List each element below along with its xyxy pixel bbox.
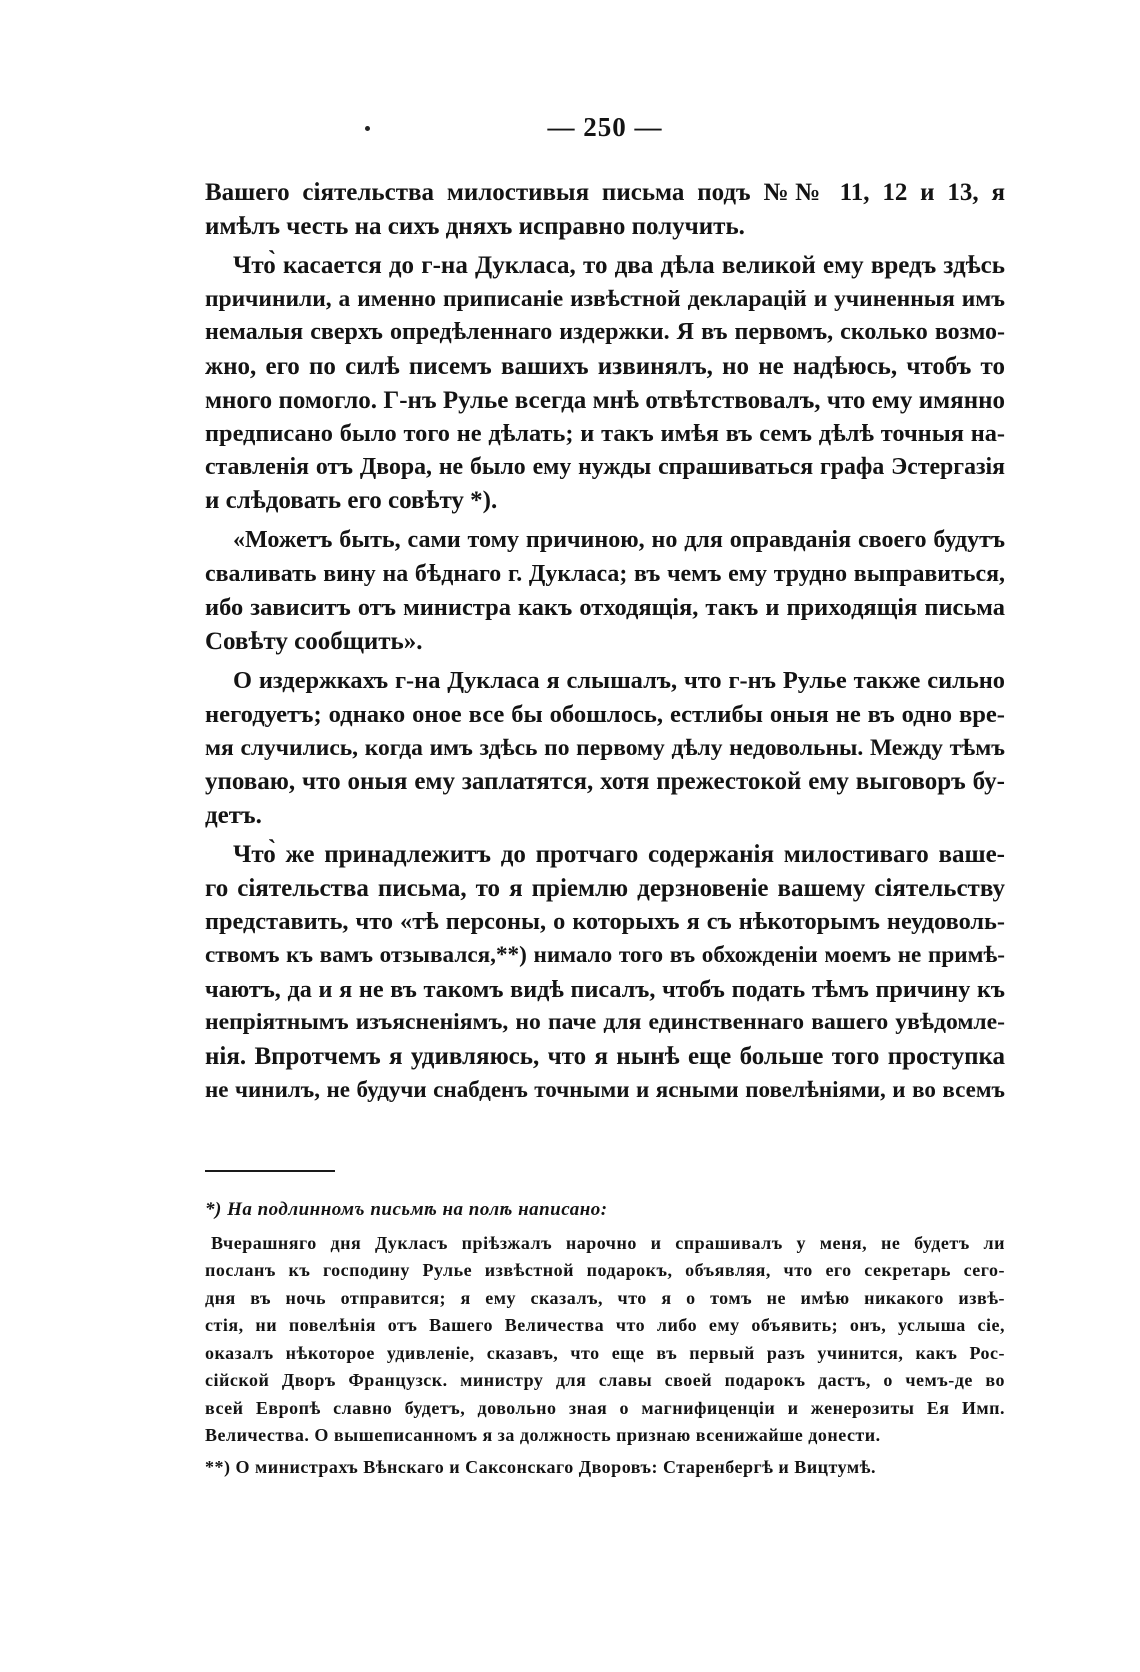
- text-line: Вашего сіятельства милостивыя письма подъ №№ 11, 12 и 13, я: [205, 179, 1005, 206]
- paragraph-2: [205, 249, 1005, 518]
- text-line: О издержкахъ г-на Дукласа я слышалъ, что г-нъ Рулье также сильно: [233, 667, 1005, 695]
- text-line: детъ.: [205, 801, 262, 829]
- text-line: мя случились, когда имъ здѣсь по первому дѣлу недовольны. Между тѣмъ: [205, 734, 1005, 761]
- footnote-line: сійской Дворъ Французск. министру для славы своей подарокъ дастъ, о чемъ-де во: [205, 1370, 1005, 1390]
- text-line: уповаю, что оныя ему заплатятся, хотя прежестокой ему выговоръ бу-: [205, 768, 1005, 796]
- text-line: предписано было того не дѣлать; и такъ имѣя въ семъ дѣлѣ точныя на-: [205, 420, 1005, 448]
- text-line: причинили, а именно приписаніе извѣстной декларацій и учиненныя имъ: [205, 285, 1005, 312]
- main-text-body: [205, 176, 1005, 1107]
- footnote-line: Величества. О вышеписанномъ я за должность признаю всенижайше донести.: [205, 1425, 881, 1445]
- paragraph-3: [205, 524, 1005, 658]
- text-line: сваливать вину на бѣднаго г. Дукласа; въ чемъ ему трудно выправиться,: [205, 560, 1005, 587]
- text-line: ибо зависитъ отъ министра какъ отходящія, такъ и приходящія письма: [205, 594, 1005, 622]
- footnote-line: посланъ къ господину Рулье извѣстной подарокъ, объявляя, что его секретарь сего-: [205, 1260, 1005, 1280]
- text-line: жно, его по силѣ писемъ вашихъ извинялъ, но не надѣюсь, чтобъ то: [205, 352, 1005, 380]
- footnote-1-heading: *) На подлинномъ письмѣ на полѣ написано:: [205, 1199, 608, 1220]
- text-line: ствомъ къ вамъ отзывался,**) нимало того въ обхожденіи моемъ не примѣ-: [205, 942, 1005, 969]
- text-line: Что̀ же принадлежитъ до протчаго содержанія милостиваго ваше-: [233, 841, 1005, 869]
- footnote-1-body: [205, 1230, 1005, 1450]
- text-line: представить, что «тѣ персоны, о которыхъ я съ нѣкоторымъ неудоволь-: [205, 908, 1005, 936]
- paragraph-5: [205, 838, 1005, 1107]
- text-line: нія. Впротчемъ я удивляюсь, что я нынѣ еще больше того проступка: [205, 1042, 1005, 1070]
- text-line: не чинилъ, не будучи снабденъ точными и ясными повелѣніями, и во всемъ: [205, 1076, 1005, 1103]
- footnotes: [205, 1196, 1005, 1481]
- footnote-line: Вчерашняго дня Дукласъ пріѣзжалъ нарочно и спрашивалъ у меня, не будетъ ли: [211, 1232, 1005, 1253]
- text-line: немалыя сверхъ опредѣленнаго издержки. Я въ первомъ, сколько возмо-: [205, 319, 1005, 346]
- text-line: «Можетъ быть, сами тому причиною, но для оправданія своего будутъ: [233, 526, 1005, 553]
- text-line: много помогло. Г-нъ Рулье всегда мнѣ отвѣтствовалъ, что ему имянно: [205, 386, 1005, 414]
- page-number: — 250 —: [547, 112, 663, 142]
- paragraph-4: [205, 664, 1005, 832]
- footnote-line: стія, ни повелѣнія отъ Вашего Величества что либо ему объявить; онъ, услыша сіе,: [205, 1315, 1005, 1335]
- paragraph-1: [205, 176, 1005, 243]
- text-line: го сіятельства письма, то я пріемлю дерзновеніе вашему сіятельству: [205, 874, 1005, 902]
- footnote-line: оказалъ нѣкоторое удивленіе, сказавъ, что еще въ первый разъ учинится, какъ Рос-: [205, 1342, 1005, 1363]
- footnote-line: всей Европѣ славно будетъ, довольно зная о магнифиценціи и женерозиты Ея Имп.: [205, 1397, 1005, 1418]
- text-line: чаютъ, да и я не въ такомъ видѣ писалъ, чтобъ подать тѣмъ причину къ: [205, 975, 1005, 1003]
- text-line: негодуетъ; однако оное все бы обошлось, естлибы оныя не въ одно вре-: [205, 700, 1005, 728]
- text-line: имѣлъ честь на сихъ дняхъ исправно получить.: [205, 212, 745, 240]
- text-line: Совѣту сообщить».: [205, 627, 423, 655]
- footnote-2: **) О министрахъ Вѣнскаго и Саксонскаго Дворовъ: Старенбергѣ и Вицтумѣ.: [205, 1456, 876, 1477]
- text-line: ставленія отъ Двора, не было ему нужды спрашиваться графа Эстергазія: [205, 453, 1005, 480]
- footnote-divider: [205, 1170, 335, 1172]
- text-line: непріятнымъ изъясненіямъ, но паче для единственнаго вашего увѣдомле-: [205, 1009, 1005, 1036]
- footnote-line: дня въ ночь отправится; я ему сказалъ, что я о томъ не имѣю никакого извѣ-: [205, 1287, 1005, 1308]
- text-line: Что̀ касается до г-на Дукласа, то два дѣла великой ему вредъ здѣсь: [233, 252, 1005, 280]
- text-line: и слѣдовать его совѣту *).: [205, 487, 498, 515]
